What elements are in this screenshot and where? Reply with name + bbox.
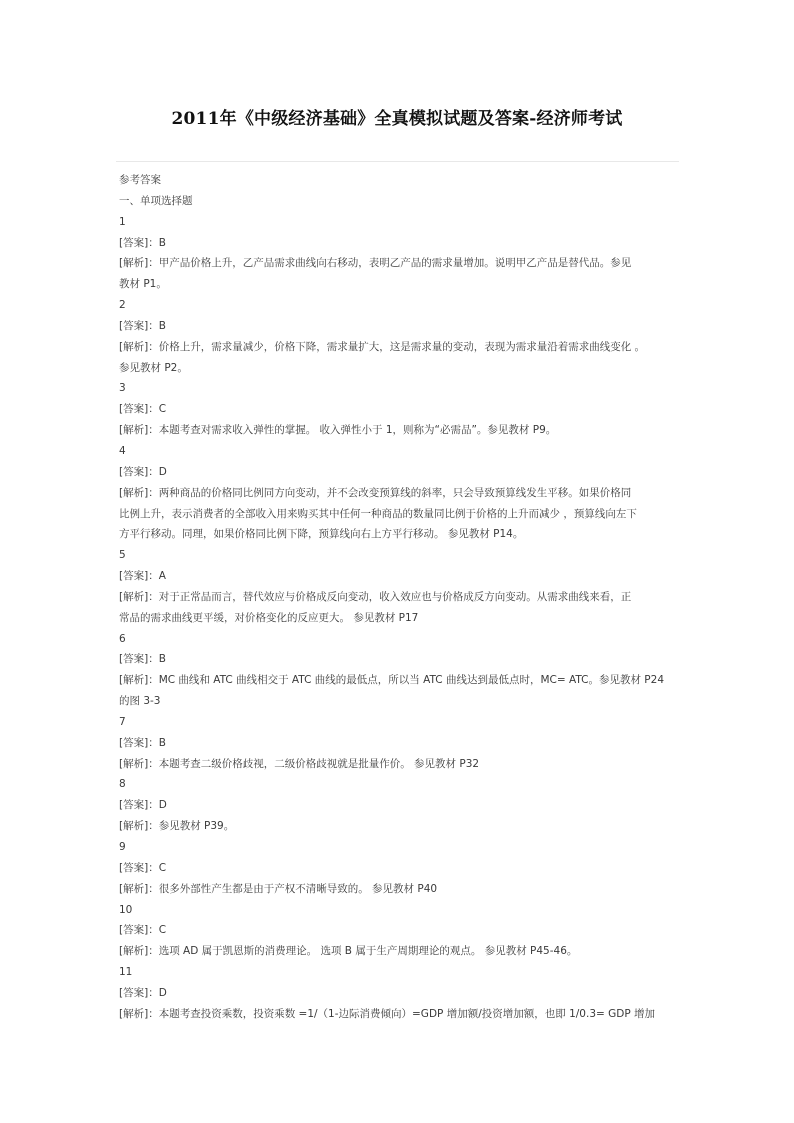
question-number: 11 [119,966,133,979]
answer-line: [答案]：A [119,570,166,583]
explanation-line: 方平行移动。同理，如果价格同比例下降，预算线向右上方平行移动。 参见教材 P14。 [119,528,524,541]
answer-line: [答案]：D [119,465,167,478]
answer-line: [答案]：C [119,924,167,937]
section-subheading: 一、单项选择题 [119,194,193,207]
question-number: 7 [119,715,126,728]
explanation-line: [解析]：选项 AD 属于凯恩斯的消费理论。 选项 B 属于生产周期理论的观点。 参见教材 P45-46。 [119,945,578,958]
explanation-line: [解析]：很多外部性产生都是由于产权不清晰导致的。 参见教材 P40 [119,882,438,895]
question-number: 6 [119,632,126,645]
question-number: 5 [119,549,126,562]
answer-line: [答案]：B [119,653,166,666]
answer-line: [答案]：B [119,736,166,749]
explanation-line: [解析]：本题考查二级价格歧视，二级价格歧视就是批量作价。 参见教材 P32 [119,757,480,770]
answer-line: [答案]：D [119,986,167,999]
question-number: 3 [119,382,126,395]
answer-line: [答案]：B [119,319,166,332]
explanation-line: [解析]：两种商品的价格同比例同方向变动，并不会改变预算线的斜率，只会导致预算线发生平移。如果价格同 [119,486,632,499]
answer-line: [答案]：D [119,799,167,812]
answer-line: [答案]：B [119,236,166,249]
explanation-line: 比例上升，表示消费者的全部收入用来购买其中任何一种商品的数量同比例于价格的上升而减少 ，预算线向左下 [119,507,637,520]
question-number: 9 [119,841,126,853]
explanation-line: [解析]：参见教材 P39。 [119,820,235,833]
explanation-line: [解析]：甲产品价格上升，乙产品需求曲线向右移动，表明乙产品的需求量增加。说明甲乙产品是替代品。参见 [119,257,632,270]
question-number: 2 [119,299,126,312]
explanation-line: 参见教材 P2。 [119,361,188,374]
explanation-line: [解析]：本题考查对需求收入弹性的掌握。 收入弹性小于 1，则称为“必需品”。参见教材 P9。 [119,424,557,437]
explanation-line: 的图 3-3 [119,695,161,708]
question-number: 8 [119,778,126,791]
explanation-line: [解析]：MC 曲线和 ATC 曲线相交于 ATC 曲线的最低点，所以当 ATC 曲线达到最低点时，MC= ATC。参见教材 P24 [119,674,664,687]
page-title: 2011年《中级经济基础》全真模拟试题及答案-经济师考试 [171,109,623,129]
answer-line: [答案]：C [119,861,167,874]
question-number: 1 [119,215,126,228]
title-divider [116,161,679,162]
explanation-line: [解析]：对于正常品而言，替代效应与价格成反向变动，收入效应也与价格成反方向变动。从需求曲线来看，正 [119,590,632,603]
explanation-line: [解析]：价格上升，需求量减少，价格下降，需求量扩大，这是需求量的变动，表现为需求量沿着需求曲线变化 。 [119,340,646,353]
question-number: 4 [119,444,126,457]
explanation-line: 教材 P1。 [119,278,167,291]
explanation-line: 常品的需求曲线更平缓，对价格变化的反应更大。 参见教材 P17 [119,611,419,624]
section-heading: 参考答案 [119,174,161,186]
question-number: 10 [119,903,133,916]
answer-body [119,170,681,1025]
answer-line: [答案]：C [119,403,167,416]
explanation-line: [解析]：本题考查投资乘数，投资乘数 =1/（1-边际消费倾向）=GDP 增加额/投资增加额，也即 1/0.3= GDP 增加 [119,1007,656,1020]
